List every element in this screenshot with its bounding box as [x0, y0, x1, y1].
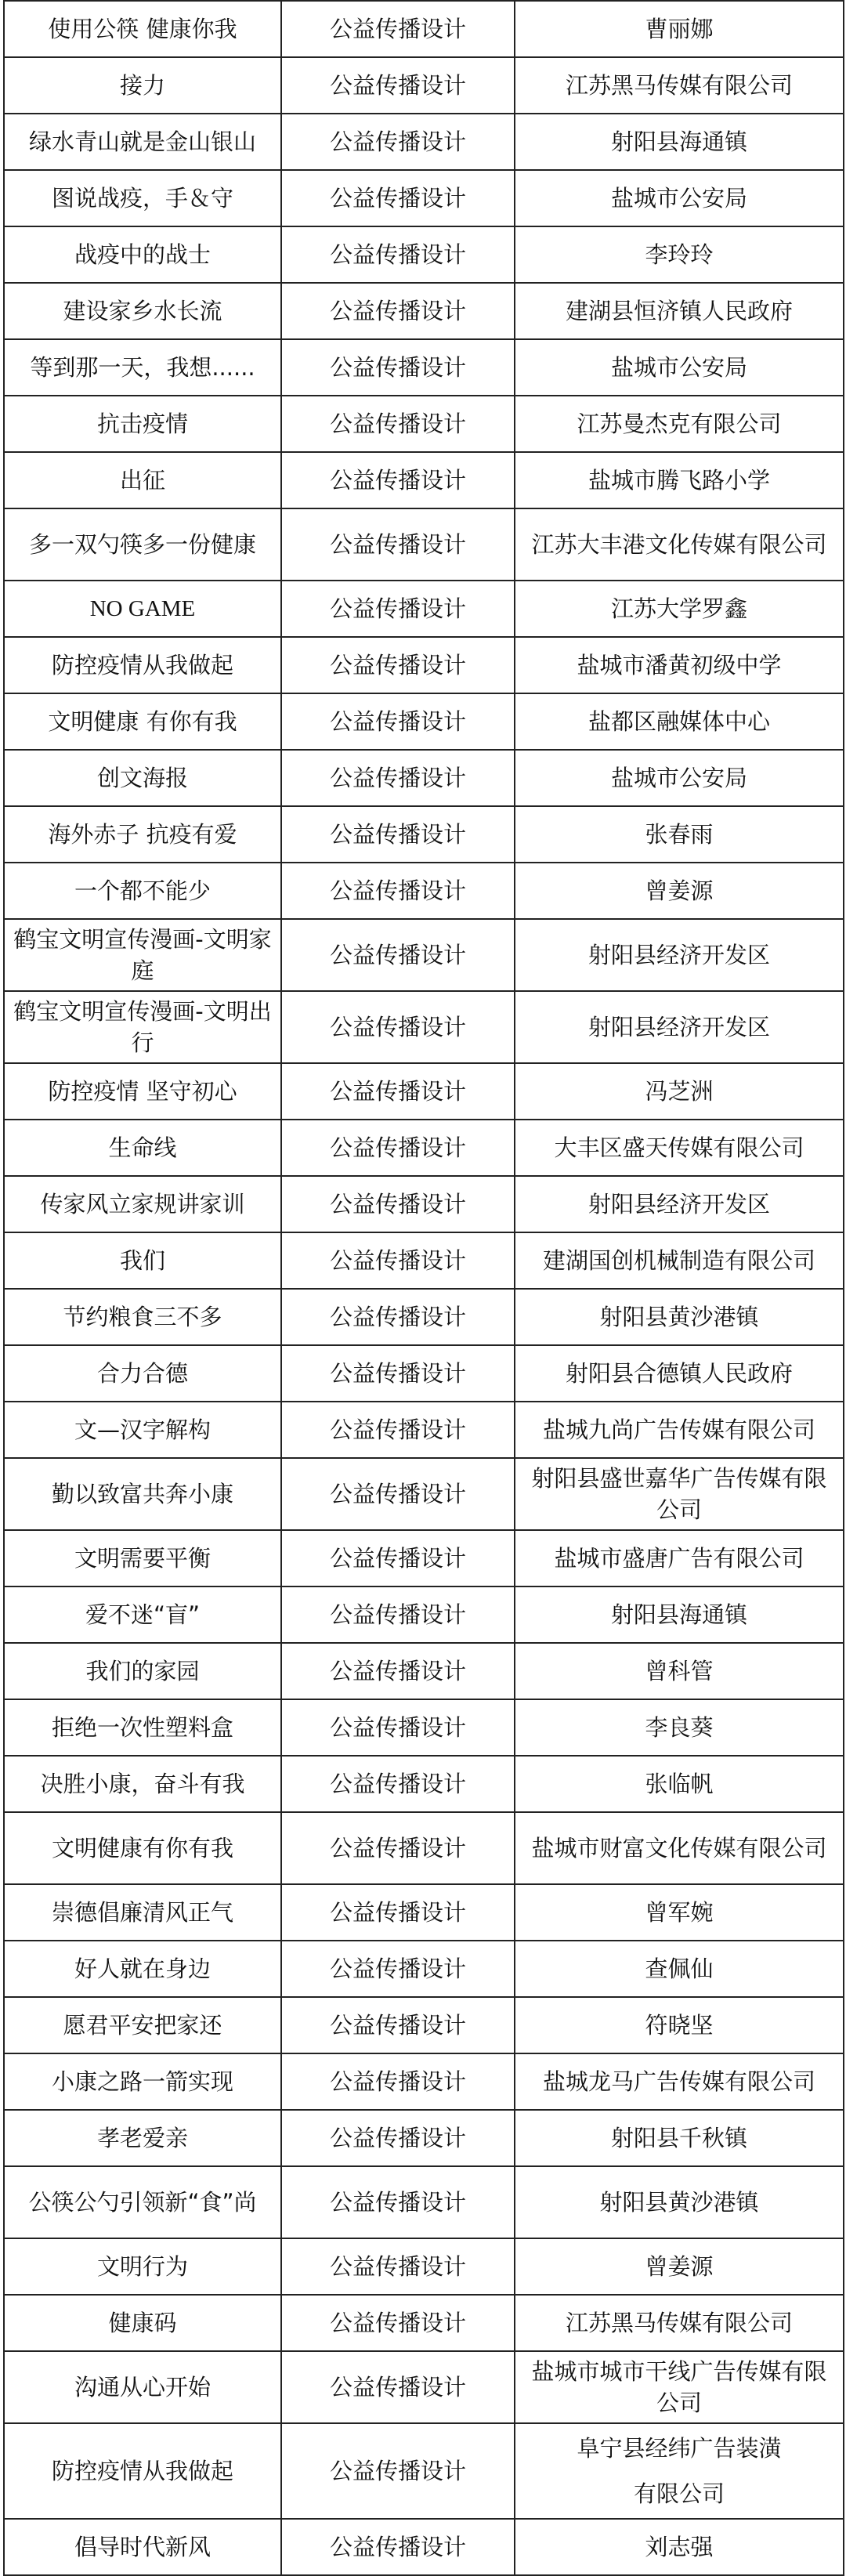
category: 公益传播设计	[281, 2519, 515, 2575]
work-title: 防控疫情从我做起	[4, 2423, 281, 2519]
table-row	[4, 1812, 844, 1884]
category: 公益传播设计	[281, 1, 515, 57]
work-title: 好人就在身边	[4, 1941, 281, 1997]
table-row	[4, 1120, 844, 1176]
author: 盐城市潘黄初级中学	[515, 637, 844, 693]
author: 曾科管	[515, 1643, 844, 1699]
category: 公益传播设计	[281, 1232, 515, 1289]
table-row	[4, 1756, 844, 1812]
work-title: 等到那一天，我想......	[4, 339, 281, 396]
work-title: 文明行为	[4, 2238, 281, 2295]
category: 公益传播设计	[281, 863, 515, 919]
author: 盐城市盛唐广告有限公司	[515, 1530, 844, 1586]
table-row	[4, 2423, 844, 2519]
author: 盐城市公安局	[515, 339, 844, 396]
work-title: 文明健康有你有我	[4, 1812, 281, 1884]
work-title: 海外赤子 抗疫有爱	[4, 806, 281, 863]
table-row	[4, 1289, 844, 1345]
work-title: 小康之路一箭实现	[4, 2053, 281, 2110]
category: 公益传播设计	[281, 1756, 515, 1812]
author: 江苏大学罗鑫	[515, 581, 844, 637]
author	[515, 2423, 844, 2519]
work-title: 一个都不能少	[4, 863, 281, 919]
work-title: 防控疫情从我做起	[4, 637, 281, 693]
category: 公益传播设计	[281, 1941, 515, 1997]
author: 盐城龙马广告传媒有限公司	[515, 2053, 844, 2110]
table-row	[4, 283, 844, 339]
category: 公益传播设计	[281, 1530, 515, 1586]
table-row	[4, 508, 844, 581]
category: 公益传播设计	[281, 283, 515, 339]
work-title: 图说战疫，手＆守	[4, 170, 281, 226]
author: 射阳县经济开发区	[515, 919, 844, 991]
category: 公益传播设计	[281, 2295, 515, 2351]
category: 公益传播设计	[281, 2238, 515, 2295]
table-row	[4, 114, 844, 170]
category: 公益传播设计	[281, 1458, 515, 1530]
table-row	[4, 1586, 844, 1643]
category: 公益传播设计	[281, 2053, 515, 2110]
table-row	[4, 581, 844, 637]
work-title: 生命线	[4, 1120, 281, 1176]
author: 查佩仙	[515, 1941, 844, 1997]
category: 公益传播设计	[281, 1643, 515, 1699]
category: 公益传播设计	[281, 1402, 515, 1458]
work-title: 建设家乡水长流	[4, 283, 281, 339]
author: 盐城市公安局	[515, 170, 844, 226]
author: 盐城市公安局	[515, 750, 844, 806]
work-title: 愿君平安把家还	[4, 1997, 281, 2053]
table-row	[4, 1884, 844, 1941]
work-title: 多一双勺筷多一份健康	[4, 508, 281, 581]
work-title: 防控疫情 坚守初心	[4, 1063, 281, 1120]
author: 刘志强	[515, 2519, 844, 2575]
work-title: 传家风立家规讲家训	[4, 1176, 281, 1232]
author: 李良葵	[515, 1699, 844, 1756]
author: 建湖国创机械制造有限公司	[515, 1232, 844, 1289]
category: 公益传播设计	[281, 1289, 515, 1345]
author: 江苏大丰港文化传媒有限公司	[515, 508, 844, 581]
category: 公益传播设计	[281, 1063, 515, 1120]
category: 公益传播设计	[281, 581, 515, 637]
author: 曾姜源	[515, 2238, 844, 2295]
author-line-2: 有限公司	[633, 2480, 725, 2507]
table-row	[4, 1063, 844, 1120]
table-row	[4, 1643, 844, 1699]
category: 公益传播设计	[281, 2110, 515, 2166]
author: 江苏黑马传媒有限公司	[515, 57, 844, 114]
table-row	[4, 919, 844, 991]
category: 公益传播设计	[281, 226, 515, 283]
category: 公益传播设计	[281, 57, 515, 114]
category: 公益传播设计	[281, 693, 515, 750]
table-row	[4, 2166, 844, 2238]
table-row	[4, 396, 844, 452]
table-row	[4, 1997, 844, 2053]
work-title: 出征	[4, 452, 281, 508]
table-row	[4, 2110, 844, 2166]
table-row	[4, 1176, 844, 1232]
author: 射阳县黄沙港镇	[515, 2166, 844, 2238]
table-row	[4, 226, 844, 283]
author: 建湖县恒济镇人民政府	[515, 283, 844, 339]
work-title: 接力	[4, 57, 281, 114]
author: 李玲玲	[515, 226, 844, 283]
category: 公益传播设计	[281, 2423, 515, 2519]
work-title: 勤以致富共奔小康	[4, 1458, 281, 1530]
work-title: 鹤宝文明宣传漫画-文明出行	[4, 991, 281, 1063]
category: 公益传播设计	[281, 1812, 515, 1884]
work-title: 使用公筷 健康你我	[4, 1, 281, 57]
work-title: 崇德倡廉清风正气	[4, 1884, 281, 1941]
author: 射阳县经济开发区	[515, 991, 844, 1063]
author: 射阳县海通镇	[515, 1586, 844, 1643]
author: 曾军婉	[515, 1884, 844, 1941]
category: 公益传播设计	[281, 396, 515, 452]
table-row	[4, 452, 844, 508]
author: 盐城市财富文化传媒有限公司	[515, 1812, 844, 1884]
table-row	[4, 863, 844, 919]
author: 曾姜源	[515, 863, 844, 919]
category: 公益传播设计	[281, 2351, 515, 2423]
table-row	[4, 806, 844, 863]
category: 公益传播设计	[281, 452, 515, 508]
category: 公益传播设计	[281, 1699, 515, 1756]
category: 公益传播设计	[281, 170, 515, 226]
category: 公益传播设计	[281, 339, 515, 396]
table-row	[4, 2295, 844, 2351]
author: 大丰区盛天传媒有限公司	[515, 1120, 844, 1176]
category: 公益传播设计	[281, 637, 515, 693]
work-title: 沟通从心开始	[4, 2351, 281, 2423]
category: 公益传播设计	[281, 1345, 515, 1402]
work-title: 抗击疫情	[4, 396, 281, 452]
category: 公益传播设计	[281, 1176, 515, 1232]
table-row	[4, 1699, 844, 1756]
table-row	[4, 991, 844, 1063]
table-row	[4, 170, 844, 226]
category: 公益传播设计	[281, 1120, 515, 1176]
author: 射阳县海通镇	[515, 114, 844, 170]
table-row	[4, 693, 844, 750]
author: 射阳县黄沙港镇	[515, 1289, 844, 1345]
author: 盐都区融媒体中心	[515, 693, 844, 750]
table-row	[4, 1402, 844, 1458]
category: 公益传播设计	[281, 114, 515, 170]
work-title: 文明需要平衡	[4, 1530, 281, 1586]
author: 射阳县千秋镇	[515, 2110, 844, 2166]
category: 公益传播设计	[281, 1997, 515, 2053]
work-title: 文—汉字解构	[4, 1402, 281, 1458]
work-title: 拒绝一次性塑料盒	[4, 1699, 281, 1756]
work-title: 倡导时代新风	[4, 2519, 281, 2575]
work-title: 节约粮食三不多	[4, 1289, 281, 1345]
author: 射阳县经济开发区	[515, 1176, 844, 1232]
category: 公益传播设计	[281, 991, 515, 1063]
work-title: 公筷公勺引领新“食”尚	[4, 2166, 281, 2238]
author-line-1: 阜宁县经纬广告装潢	[577, 2435, 782, 2462]
work-title: 绿水青山就是金山银山	[4, 114, 281, 170]
work-title: 鹤宝文明宣传漫画-文明家庭	[4, 919, 281, 991]
work-title: 战疫中的战士	[4, 226, 281, 283]
author: 张春雨	[515, 806, 844, 863]
awards-table	[3, 0, 844, 2576]
work-title: 创文海报	[4, 750, 281, 806]
category: 公益传播设计	[281, 919, 515, 991]
category: 公益传播设计	[281, 806, 515, 863]
table-row	[4, 1458, 844, 1530]
work-title: 爱不迷“盲”	[4, 1586, 281, 1643]
author: 冯芝洲	[515, 1063, 844, 1120]
category: 公益传播设计	[281, 2166, 515, 2238]
author: 盐城市城市干线广告传媒有限公司	[515, 2351, 844, 2423]
category: 公益传播设计	[281, 750, 515, 806]
work-title: 健康码	[4, 2295, 281, 2351]
table-row	[4, 1345, 844, 1402]
author: 江苏黑马传媒有限公司	[515, 2295, 844, 2351]
table-row	[4, 2238, 844, 2295]
table-row	[4, 1, 844, 57]
work-title: 合力合德	[4, 1345, 281, 1402]
author: 曹丽娜	[515, 1, 844, 57]
table-row	[4, 1530, 844, 1586]
work-title: 孝老爱亲	[4, 2110, 281, 2166]
table-row	[4, 2053, 844, 2110]
table-row	[4, 750, 844, 806]
table-row	[4, 2351, 844, 2423]
table-row	[4, 1941, 844, 1997]
author: 符晓坚	[515, 1997, 844, 2053]
author: 射阳县合德镇人民政府	[515, 1345, 844, 1402]
category: 公益传播设计	[281, 1884, 515, 1941]
table-row	[4, 57, 844, 114]
author: 张临帆	[515, 1756, 844, 1812]
category: 公益传播设计	[281, 1586, 515, 1643]
work-title: 我们	[4, 1232, 281, 1289]
work-title: NO GAME	[4, 581, 281, 637]
table-row	[4, 1232, 844, 1289]
author: 盐城九尚广告传媒有限公司	[515, 1402, 844, 1458]
author: 江苏曼杰克有限公司	[515, 396, 844, 452]
work-title: 文明健康 有你有我	[4, 693, 281, 750]
work-title: 决胜小康，奋斗有我	[4, 1756, 281, 1812]
work-title: 我们的家园	[4, 1643, 281, 1699]
category: 公益传播设计	[281, 508, 515, 581]
table-row	[4, 2519, 844, 2575]
table-row	[4, 339, 844, 396]
line-gap	[522, 2464, 837, 2478]
author: 射阳县盛世嘉华广告传媒有限公司	[515, 1458, 844, 1530]
author: 盐城市腾飞路小学	[515, 452, 844, 508]
table-row	[4, 637, 844, 693]
